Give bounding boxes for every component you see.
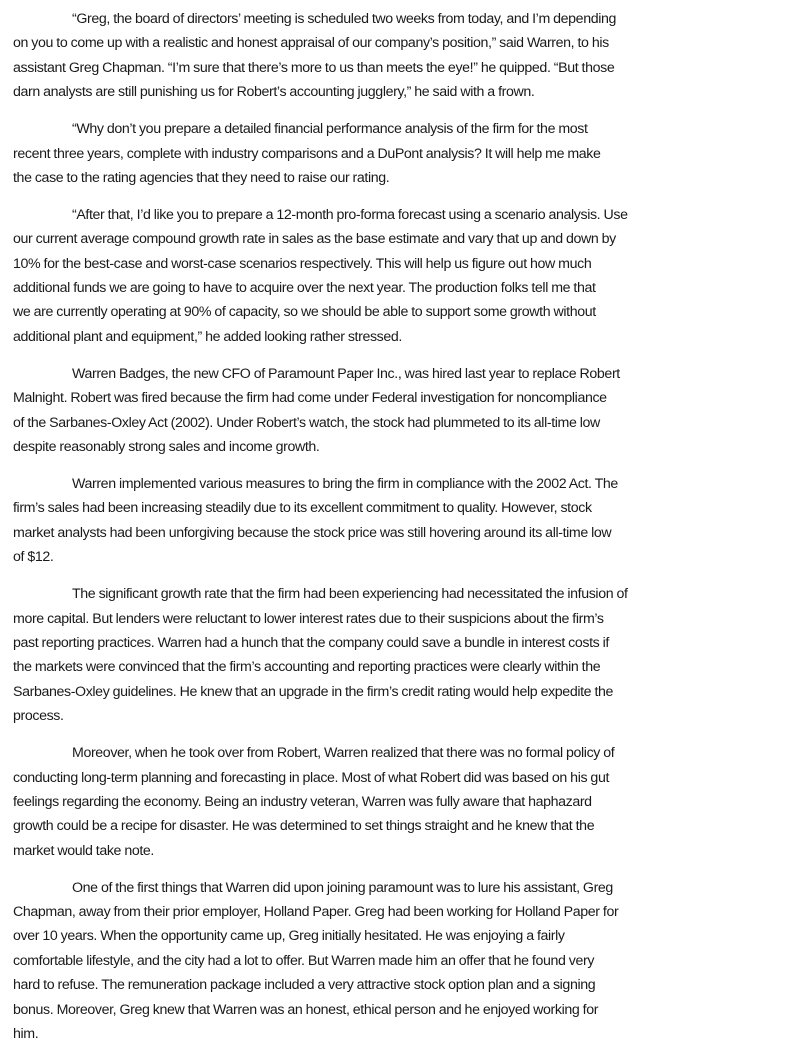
text-line: our current average compound growth rate in sales as the base estimate and vary that up and down by <box>13 231 616 248</box>
text-line: market analysts had been unforgiving because the stock price was still hovering around its all-time low <box>13 524 612 541</box>
text-line: One of the first things that Warren did upon joining paramount was to lure his assistant, Greg <box>72 879 613 896</box>
text-line: despite reasonably strong sales and income growth. <box>13 439 320 456</box>
text-line: Warren Badges, the new CFO of Paramount Paper Inc., was hired last year to replace Robert <box>72 365 620 382</box>
text-line: we are currently operating at 90% of capacity, so we should be able to support some growth without <box>13 304 596 321</box>
paragraph-warren-background <box>13 362 778 460</box>
text-line: additional funds we are going to have to acquire over the next year. The production folks tell me that <box>13 280 596 297</box>
text-line: comfortable lifestyle, and the city had a lot to offer. But Warren made him an offer that he found very <box>13 952 595 969</box>
text-line: firm’s sales had been increasing steadily due to its excellent commitment to quality. However, stock <box>13 500 592 517</box>
document-body <box>13 7 778 1059</box>
text-line: recent three years, complete with industry comparisons and a DuPont analysis? It will help me make <box>13 145 601 162</box>
text-line: him. <box>13 1026 39 1042</box>
text-line: more capital. But lenders were reluctant to lower interest rates due to their suspicions about the firm’s <box>13 610 604 627</box>
text-line: “After that, I’d like you to prepare a 12-month pro-forma forecast using a scenario analysis. Use <box>72 206 628 223</box>
text-line: over 10 years. When the opportunity came up, Greg initially hesitated. He was enjoying a fairly <box>13 928 565 945</box>
paragraph-planning-policy <box>13 741 778 863</box>
text-line: market would take note. <box>13 842 154 859</box>
text-line: Chapman, away from their prior employer, Holland Paper. Greg had been working for Holland Paper for <box>13 904 619 921</box>
text-line: “Greg, the board of directors’ meeting is scheduled two weeks from today, and I’m depending <box>72 11 617 27</box>
paragraph-dupont-analysis <box>13 117 778 190</box>
text-line: past reporting practices. Warren had a hunch that the company could save a bundle in interest costs if <box>13 634 609 651</box>
paragraph-pro-forma-forecast <box>13 203 778 349</box>
paragraph-capital-infusion <box>13 582 778 728</box>
text-line: Moreover, when he took over from Robert, Warren realized that there was no formal policy of <box>72 745 615 762</box>
text-line: on you to come up with a realistic and honest appraisal of our company’s position,” said Warren, to his <box>13 35 609 52</box>
text-line: 10% for the best-case and worst-case scenarios respectively. This will help us figure out how much <box>13 255 592 272</box>
text-line: “Why don’t you prepare a detailed financial performance analysis of the firm for the most <box>72 121 588 138</box>
text-line: bonus. Moreover, Greg knew that Warren was an honest, ethical person and he enjoyed working for <box>13 1001 599 1018</box>
text-line: conducting long-term planning and forecasting in place. Most of what Robert did was based on his gut <box>13 769 610 786</box>
text-line: additional plant and equipment,” he added looking rather stressed. <box>13 328 402 345</box>
text-line: the case to the rating agencies that they need to raise our rating. <box>13 169 390 186</box>
text-line: growth could be a recipe for disaster. He was determined to set things straight and he knew that the <box>13 818 595 835</box>
paragraph-greg-recruitment <box>13 876 778 1047</box>
paragraph-board-meeting <box>13 7 778 105</box>
text-line: Sarbanes-Oxley guidelines. He knew that an upgrade in the firm’s credit rating would help expedite the <box>13 683 614 700</box>
text-line: of the Sarbanes-Oxley Act (2002). Under Robert’s watch, the stock had plummeted to its all-time low <box>13 414 600 431</box>
paragraph-compliance-measures <box>13 472 778 570</box>
text-line: The significant growth rate that the firm had been experiencing had necessitated the infusion of <box>72 586 628 603</box>
text-line: darn analysts are still punishing us for Robert’s accounting jugglery,” he said with a frown. <box>13 84 535 101</box>
text-line: process. <box>13 708 64 725</box>
text-line: Warren implemented various measures to bring the firm in compliance with the 2002 Act. The <box>72 476 618 493</box>
text-line: the markets were convinced that the firm’s accounting and reporting practices were clearly within the <box>13 659 601 676</box>
text-line: assistant Greg Chapman. “I’m sure that there’s more to us than meets the eye!” he quipped. “But those <box>13 59 615 76</box>
text-line: feelings regarding the economy. Being an industry veteran, Warren was fully aware that haphazard <box>13 793 592 810</box>
text-line: hard to refuse. The remuneration package included a very attractive stock option plan and a signing <box>13 977 596 994</box>
text-line: Malnight. Robert was fired because the firm had come under Federal investigation for noncompliance <box>13 390 607 407</box>
text-line: of $12. <box>13 549 54 566</box>
